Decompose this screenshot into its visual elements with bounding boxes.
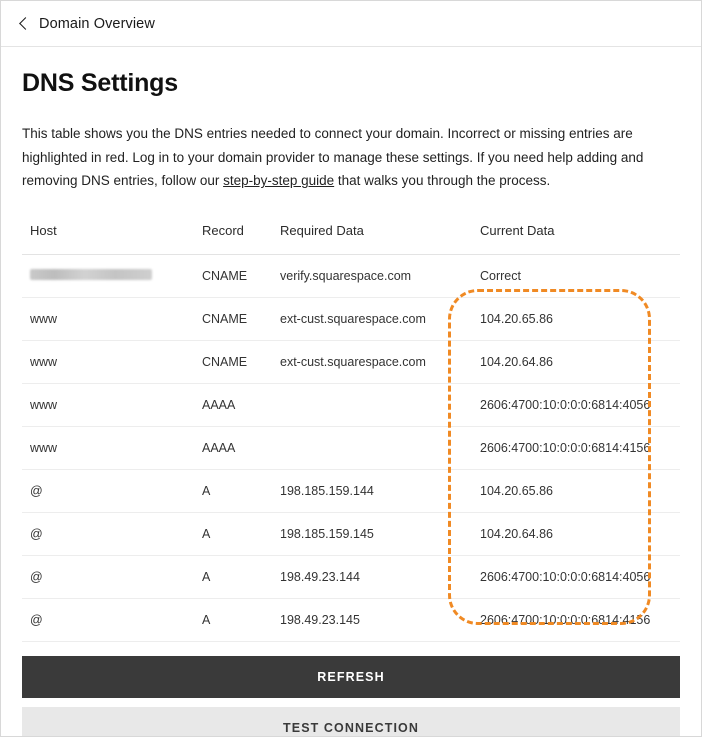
cell-required-data: 198.185.159.145 <box>280 512 480 555</box>
cell-host: @ <box>22 512 202 555</box>
cell-record-type: CNAME <box>202 297 280 340</box>
cell-current-data: 104.20.65.86 <box>480 297 680 340</box>
column-header-record: Record <box>202 219 280 255</box>
refresh-button[interactable]: REFRESH <box>22 656 680 698</box>
cell-required-data: ext-cust.squarespace.com <box>280 340 480 383</box>
cell-host: www <box>22 340 202 383</box>
cell-host: @ <box>22 469 202 512</box>
table-row <box>22 297 680 340</box>
cell-record-type: CNAME <box>202 254 280 297</box>
cell-host: www <box>22 426 202 469</box>
cell-host: @ <box>22 555 202 598</box>
cell-current-data: 2606:4700:10:0:0:0:6814:4056 <box>480 383 680 426</box>
page-title: DNS Settings <box>22 69 178 97</box>
cell-host: www <box>22 297 202 340</box>
dns-records-table <box>22 219 680 642</box>
table-row <box>22 340 680 383</box>
cell-required-data: verify.squarespace.com <box>280 254 480 297</box>
table-row <box>22 254 680 297</box>
cell-current-data: 104.20.64.86 <box>480 340 680 383</box>
intro-paragraph <box>22 122 680 193</box>
chevron-left-icon <box>17 17 31 31</box>
cell-required-data: ext-cust.squarespace.com <box>280 297 480 340</box>
cell-record-type: A <box>202 555 280 598</box>
table-row <box>22 598 680 641</box>
cell-required-data: 198.49.23.144 <box>280 555 480 598</box>
table-header-row <box>22 219 680 255</box>
cell-current-data: 2606:4700:10:0:0:0:6814:4156 <box>480 598 680 641</box>
table-header <box>22 219 680 255</box>
cell-required-data <box>280 383 480 426</box>
intro-text-part2: that walks you through the process. <box>334 173 551 189</box>
cell-host: @ <box>22 598 202 641</box>
step-by-step-guide-link[interactable]: step-by-step guide <box>223 173 335 189</box>
cell-record-type: CNAME <box>202 340 280 383</box>
back-link-label: Domain Overview <box>39 15 155 32</box>
table-row <box>22 426 680 469</box>
table-row <box>22 512 680 555</box>
cell-current-data: 2606:4700:10:0:0:0:6814:4156 <box>480 426 680 469</box>
back-to-domain-overview-link[interactable] <box>17 16 155 32</box>
cell-current-data: 104.20.65.86 <box>480 469 680 512</box>
cell-current-data: 2606:4700:10:0:0:0:6814:4056 <box>480 555 680 598</box>
cell-record-type: AAAA <box>202 383 280 426</box>
cell-host <box>22 254 202 297</box>
cell-current-data: Correct <box>480 254 680 297</box>
column-header-host: Host <box>22 219 202 255</box>
cell-record-type: A <box>202 512 280 555</box>
test-connection-button[interactable]: TEST CONNECTION <box>22 707 680 737</box>
table-row <box>22 383 680 426</box>
cell-required-data: 198.49.23.145 <box>280 598 480 641</box>
actions-area <box>1 656 701 737</box>
table-body <box>22 254 680 641</box>
cell-record-type: A <box>202 598 280 641</box>
top-bar <box>1 1 701 47</box>
redacted-host-value <box>30 269 152 280</box>
cell-record-type: AAAA <box>202 426 280 469</box>
cell-required-data: 198.185.159.144 <box>280 469 480 512</box>
table-row <box>22 469 680 512</box>
main-content <box>1 47 701 642</box>
column-header-required-data: Required Data <box>280 219 480 255</box>
table-row <box>22 555 680 598</box>
cell-required-data <box>280 426 480 469</box>
column-header-current-data: Current Data <box>480 219 680 255</box>
cell-host: www <box>22 383 202 426</box>
cell-record-type: A <box>202 469 280 512</box>
cell-current-data: 104.20.64.86 <box>480 512 680 555</box>
intro-text-part1: This table shows you the DNS entries needed to connect your domain. Incorrect or missing entries are highlighted in red. Log in to your domain provider to manage these settings. If you need help adding and removing DNS entries, follow our <box>22 126 644 189</box>
